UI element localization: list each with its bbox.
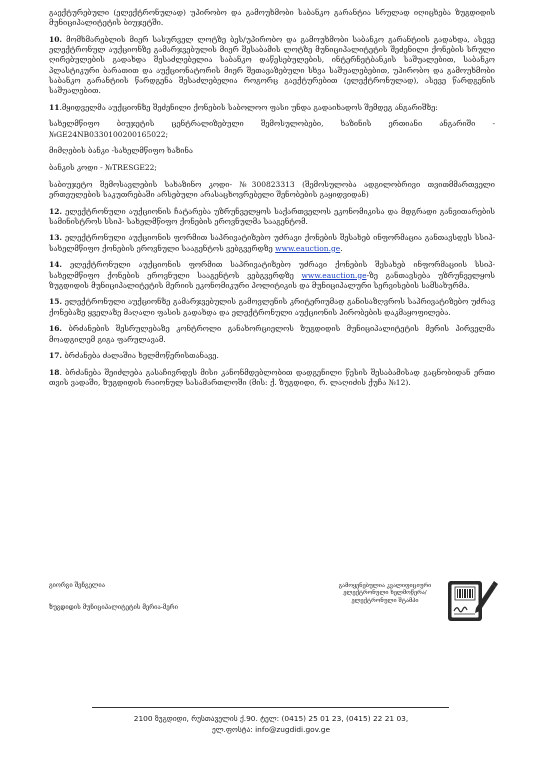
paragraph-number: 10. — [49, 34, 63, 44]
paragraph-18 — [49, 368, 495, 388]
paragraph-11 — [49, 103, 495, 113]
paragraph-text: ელექტრონული აუქციონზე გამარჯვებულის გამოვლენის კრიტერიუმად განისაზღვროს საპრივატიზებო უძრავ ქონებაზე ყველაზე მაღალი ფასის გადახდა და ელექტრონული აუქციონის პირობების დაკმაყოფილება. — [49, 297, 495, 317]
footer-email: ელ.ფოსტა: info@zugdidi.gov.ge — [211, 725, 331, 734]
paragraph-15 — [49, 297, 495, 317]
footer-address: 2100 ზუგდიდი, რუსთაველის ქ.90. ტელ: (0415) 25 01 23, (0415) 22 21 03, — [133, 714, 409, 723]
paragraph-17 — [49, 351, 495, 361]
paragraph-10 — [49, 35, 495, 96]
bank-code-line: ბანკის კოდი - №TRESGE22; — [49, 162, 157, 172]
paragraph-16 — [49, 324, 495, 344]
paragraph-13: 13. ელექტრონული აუქციონის ფორმით საპრივატიზებო უძრავი ქონების შესახებ ინფორმაცია განთავსდეს სსიპ-სახელმწიფო ქონების ეროვნული სააგენტოს ვებგვერდზე www.eauction.ge. — [49, 233, 495, 253]
paragraph-text: ელექტრონული აუქციონის ფორმით საპრივატიზებო უძრავი ქონების შესახებ ინფორმაციის სსიპ-სახელმწიფო ქონების ეროვნული სააგენტოს ვებგვერდზე — [49, 260, 495, 280]
eauction-link[interactable]: www.eauction.ge — [301, 270, 367, 280]
paragraph-text: .მყიდველმა აუქციონზე შეძენილი ქონების საბოლოო ფასი უნდა გადაიხადოს შემდეგ ანგარიშზე: — [59, 102, 438, 112]
paragraph-number: 13. — [49, 233, 63, 243]
footer — [60, 713, 482, 735]
paragraph-text: . ბრძანება შეიძლება გასაჩივრდეს მისი კანონმდებლობით დადგენილი წესის შესაბამისად გაცნობიდან ერთი თვის ვადაში, ზუგდიდის რაიონულ სასამართლოში (მის: ქ. ზუგდიდი, რ. ლაღიძის ქუჩა №12). — [49, 367, 495, 388]
paragraph-number: 15. — [49, 297, 63, 307]
paragraph-text: ელექტრონული აუქციონის ფორმით საპრივატიზებო უძრავი ქონების შესახებ ინფორმაცია განთავსდეს სსიპ-სახელმწიფო ქონების ეროვნული სააგენტოს ვებგვერდზე — [49, 233, 495, 253]
paragraph-12 — [49, 207, 495, 227]
signatory-name: გიორგი შენგელია — [49, 582, 105, 589]
signatory-position: ზუგდიდის მუნიციპალიტეტის მერია-მერი — [49, 604, 178, 611]
paragraph-14: 14. ელექტრონული აუქციონის ფორმით საპრივატიზებო უძრავი ქონების შესახებ ინფორმაციის სსიპ-სახელმწიფო ქონების ეროვნული სააგენტოს ვებგვერდზე www.eauction.ge-ზე განთავსება უზრუნველყოს ზუგდიდის მუნიციპალიტეტის მერიის ეკონომიკური პოლიტიკის და მუნიციპალური სერვისების სამსახურმა. — [49, 260, 495, 290]
paragraph-number: 18 — [49, 367, 60, 377]
eauction-link[interactable]: www.eauction.ge — [275, 243, 341, 253]
paragraph-9-continuation: გაექტურებული (ელექტრონულად) უპირობო და გამოუხმობი საბანკო გარანტია სრულად იღიცხება ზუგდიდის მუნიციპალიტეტის ბიუჯეტში. — [49, 8, 495, 28]
treasury-code-line: საბიუჯეტო შემოსავლების სახაზინო კოდი- №300823313 (შემოსულობა ადგილობრივი თვითმმართველი ერთეულების საკუთრებაში არსებული არასაცხოვრებელი შენობების გაყიდვიდან) — [49, 179, 495, 199]
signature-caption: გამოყენებულია კვალიფიციური ელექტრონული ხელმოწერა/ ელექტრონული შტამპი — [338, 583, 432, 604]
paragraph-number: 17. — [49, 351, 63, 361]
paragraph-text: მომხმარებლის მიერ სასურველ ლოტზე ბეს/უპირობო და გამოუხმობი საბანკო გარანტიის გადახდა, ასევე ელექტრონულ აუქციონზე გამარჯვებულის მიერ შესაბამის ლოტზე მუნიციპალიტეტის შეძენილი ქონების სრული ღირებულების გადახდა შესაძლებელია საბანკო დაწესებულების, ინტერნეტბანკის საშუალებით, საბანკო პლასტიკური ბარათით და აუქციონატორის მიერ შეთავაზებული სხვა საშუალებებით, უპირობო და გამოუხმობი საბანკო გარანტიის წარდგენა შესაძლებელია როგორც გაექტურებით (ელექტრონულად), ასევე წარდგენის საშუალებით. — [49, 34, 495, 95]
paragraph-number: 14. — [49, 260, 63, 270]
paragraph-text: ელექტრონული აუქციონის ჩატარება უზრუნველყოს საქართველოს ეკონომიკისა და მდგრადი განვითარების სამინისტროს სსიპ- სახელმწიფო ქონების ეროვნულმა სააგენტომ. — [49, 206, 495, 226]
paragraph-number: 16. — [49, 324, 63, 334]
paragraph-text: ბრძანება ძალაშია ხელმოწერისთანავე. — [62, 351, 219, 361]
footer-divider — [92, 707, 449, 708]
barcode-icon — [455, 587, 475, 600]
paragraph-number: 12. — [49, 206, 63, 216]
paragraph-number: 11 — [49, 102, 60, 112]
paragraph-text: ბრძანების შესრულებაზე კონტროლი განახორციელოს ზუგდიდის მუნიციპალიტეტის მერის პირველმა მოადგილემ გიგა ფარულავამ. — [49, 324, 495, 344]
electronic-signature-icon — [446, 578, 498, 624]
bank-line: მიმღების ბანკი -სახელმწიფო ხაზინა — [49, 146, 193, 156]
document-body — [49, 8, 495, 395]
account-line: სახელმწიფო ბიუჯეტის ცენტრალიზებული შემოსულობები, ხაზინის ერთიანი ანგარიში - №GE24NB0330100200165022; — [49, 119, 495, 139]
